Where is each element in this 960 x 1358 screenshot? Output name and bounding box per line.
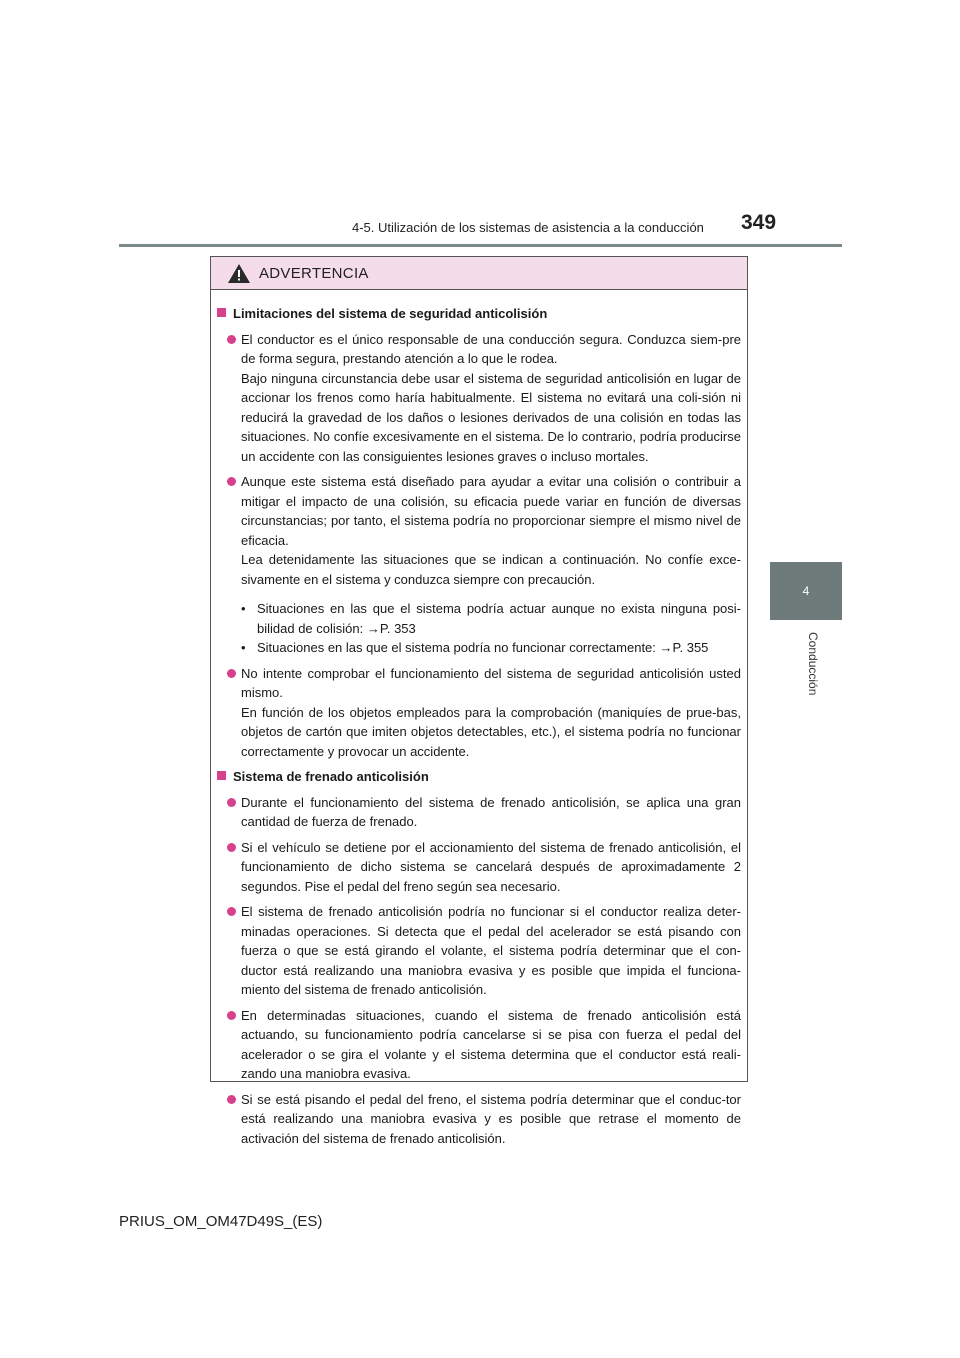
sub-list-text: Situaciones en las que el sistema podría no funcionar correctamente: →P. 355 <box>257 640 709 655</box>
round-bullet-icon <box>227 1095 236 1104</box>
section-title-text: Limitaciones del sistema de seguridad anticolisión <box>233 306 548 321</box>
dot-bullet-icon: • <box>241 640 246 655</box>
list-item <box>217 838 741 897</box>
chapter-tab: 4 <box>770 562 842 620</box>
list-item <box>217 1006 741 1084</box>
list-item <box>217 902 741 1000</box>
section-header: 4-5. Utilización de los sistemas de asistencia a la conducción <box>352 220 704 235</box>
item-paragraph: Lea detenidamente las situaciones que se indican a continuación. No confíe exce-sivamente en el sistema y conduzca siempre con precaución. <box>241 552 741 587</box>
header-divider <box>119 244 842 247</box>
item-paragraph: No intente comprobar el funcionamiento del sistema de seguridad anticolisión usted mismo. <box>241 665 741 700</box>
list-item <box>217 1090 741 1149</box>
page-number: 349 <box>741 211 777 234</box>
document-code: PRIUS_OM_OM47D49S_(ES) <box>119 1213 323 1230</box>
sub-list-text: Situaciones en las que el sistema podría actuar aunque no exista ninguna posi-bilidad de colisión: →P. 353 <box>257 601 741 636</box>
item-paragraph: Aunque este sistema está diseñado para ayudar a evitar una colisión o contribuir a mitigar el impacto de una colisión, su eficacia puede variar en función de diversas circunstancias; por tanto, el sistema podría no proporcionar siempre el mismo nivel de eficacia. <box>241 474 741 548</box>
item-paragraph: Durante el funcionamiento del sistema de frenado anticolisión, se aplica una gran cantidad de fuerza de frenado. <box>241 794 741 829</box>
sub-list-item <box>217 638 741 658</box>
warning-header <box>211 257 747 290</box>
list-item <box>217 330 741 467</box>
round-bullet-icon <box>227 669 236 678</box>
list-item <box>217 664 741 762</box>
item-paragraph: El sistema de frenado anticolisión podría no funcionar si el conductor realiza deter-minadas operaciones. Si detecta que el pedal del acelerador se está pisando con fuerza o que se está girando el volante, el sistema podría determinar que el con-ductor está realizando una maniobra evasiva y es posible que impida el funciona-miento del sistema de frenado anticolisión. <box>241 904 741 997</box>
item-paragraph: Bajo ninguna circunstancia debe usar el sistema de seguridad anticolisión en lugar de accionar los frenos como haría habitualmente. El sistema no evitará una coli-sión ni reducirá la gravedad de los daños o lesiones derivados de una colisión en todas las situaciones. No confíe excesivamente en el sistema. De lo contrario, podría producirse un accidente con las consiguientes lesiones graves o incluso mortales. <box>241 370 741 464</box>
sub-list-item <box>217 599 741 638</box>
round-bullet-icon <box>227 477 236 486</box>
item-paragraph: En determinadas situaciones, cuando el sistema de frenado anticolisión está actuando, su funcionamiento podría cancelarse si se pisa con fuerza el pedal del acelerador o se gira el volante y el sistema determina que el conductor está reali-zando una maniobra evasiva. <box>241 1007 741 1081</box>
round-bullet-icon <box>227 843 236 852</box>
item-paragraph: El conductor es el único responsable de una conducción segura. Conduzca siem-pre de forma segura, prestando atención a lo que le rodea. <box>241 331 741 366</box>
square-bullet-icon <box>217 771 226 780</box>
list-item <box>217 472 741 658</box>
section-title <box>217 767 741 787</box>
warning-body <box>211 290 747 1148</box>
item-paragraph: En función de los objetos empleados para la comprobación (maniquíes de prue-bas, objetos de cartón que imiten objetos detectables, etc.), el sistema podría no funcionar correctamente y provocar un accidente. <box>241 704 741 759</box>
item-paragraph: Si el vehículo se detiene por el accionamiento del sistema de frenado anticolisión, el funcionamiento de dicho sistema se cancelará después de aproximadamente 2 segundos. Pise el pedal del freno según sea necesario. <box>241 839 741 894</box>
sub-list <box>241 599 741 658</box>
round-bullet-icon <box>227 335 236 344</box>
square-bullet-icon <box>217 308 226 317</box>
dot-bullet-icon: • <box>241 601 246 616</box>
list-item <box>217 793 741 832</box>
section-title-text: Sistema de frenado anticolisión <box>233 769 429 784</box>
round-bullet-icon <box>227 798 236 807</box>
warning-title: ADVERTENCIA <box>259 264 369 282</box>
warning-triangle-icon <box>227 263 251 284</box>
warning-box <box>210 256 748 1146</box>
section-title <box>217 304 741 324</box>
item-paragraph: Si se está pisando el pedal del freno, el sistema podría determinar que el conduc-tor está realizando una maniobra evasiva y es posible que retrase el momento de activación del sistema de frenado anticolisión. <box>241 1091 741 1146</box>
chapter-tab-label: Conducción <box>806 632 820 696</box>
round-bullet-icon <box>227 1011 236 1020</box>
round-bullet-icon <box>227 907 236 916</box>
